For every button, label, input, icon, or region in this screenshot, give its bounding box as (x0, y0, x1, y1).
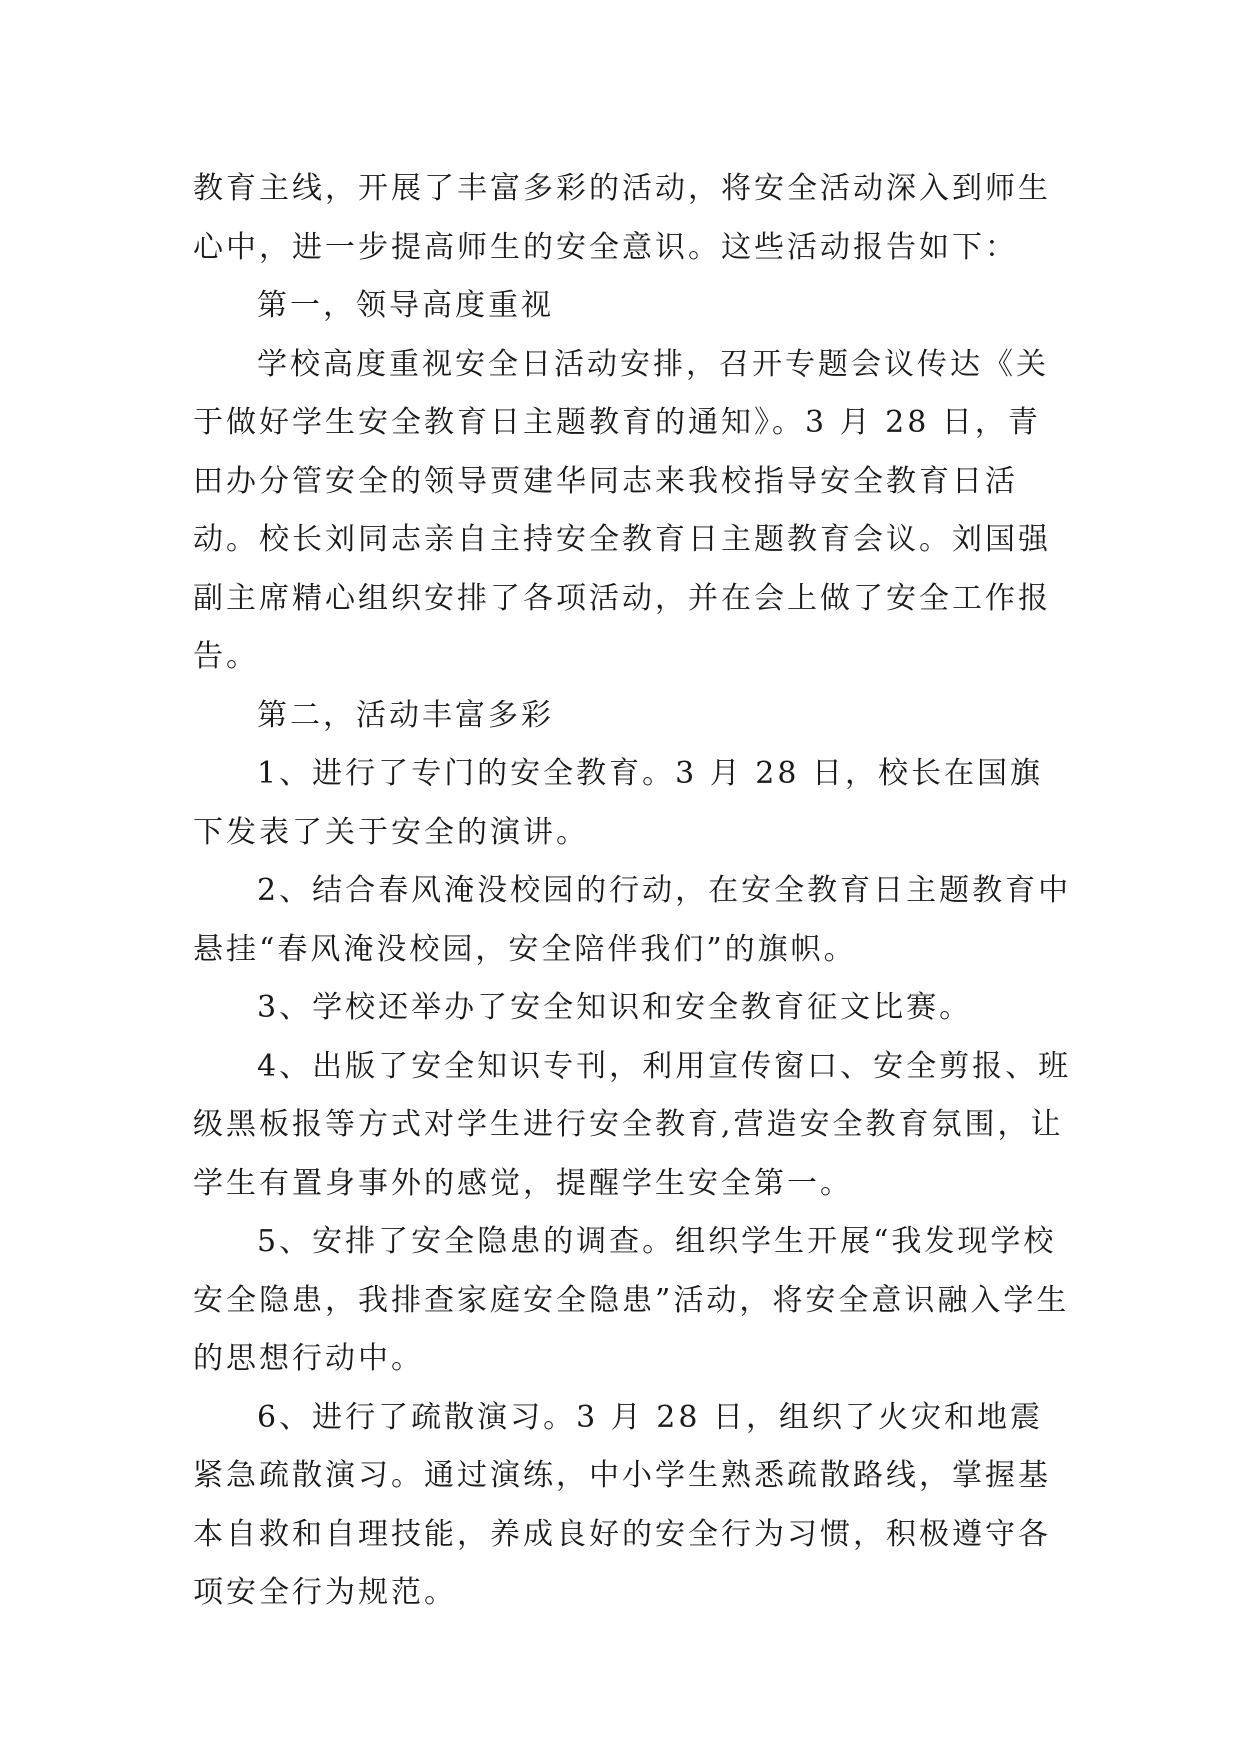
list-item-2: 2、结合春风淹没校园的行动，在安全教育日主题教育中悬挂“春风淹没校园，安全陪伴我们”的旗帜。 (193, 873, 1072, 967)
paragraph-leadership: 学校高度重视安全日活动安排，召开专题会议传达《关于做好学生安全教育日主题教育的通知》。3 月 28 日，青田办分管安全的领导贾建华同志来我校指导安全教育日活动。校长刘同志亲自主持安全教育日主题教育会议。刘国强副主席精心组织安排了各项活动，并在会上做了安全工作报告。 (193, 346, 1051, 674)
heading-leadership: 第一，领导高度重视 (257, 288, 554, 323)
list-item-5: 5、安排了安全隐患的调查。组织学生开展“我发现学校安全隐患，我排查家庭安全隐患”活动，将安全意识融入学生的思想行动中。 (193, 1224, 1070, 1376)
list-item-1: 1、进行了专门的安全教育。3 月 28 日，校长在国旗下发表了关于安全的演讲。 (193, 756, 1043, 850)
document-body (193, 160, 1073, 1623)
list-item-6: 6、进行了疏散演习。3 月 28 日，组织了火灾和地震紧急疏散演习。通过演练，中小学生熟悉疏散路线，掌握基本自救和自理技能，养成良好的安全行为习惯，积极遵守各项安全行为规范。 (193, 1399, 1051, 1610)
paragraph-1: 教育主线，开展了丰富多彩的活动，将安全活动深入到师生心中，进一步提高师生的安全意识。这些活动报告如下： (193, 171, 1051, 265)
list-item-4: 4、出版了安全知识专刊，利用宣传窗口、安全剪报、班级黑板报等方式对学生进行安全教育,营造安全教育氛围，让学生有置身事外的感觉，提醒学生安全第一。 (193, 1048, 1072, 1201)
list-item-3: 3、学校还举办了安全知识和安全教育征文比赛。 (257, 990, 973, 1025)
heading-activities: 第二，活动丰富多彩 (257, 697, 554, 733)
